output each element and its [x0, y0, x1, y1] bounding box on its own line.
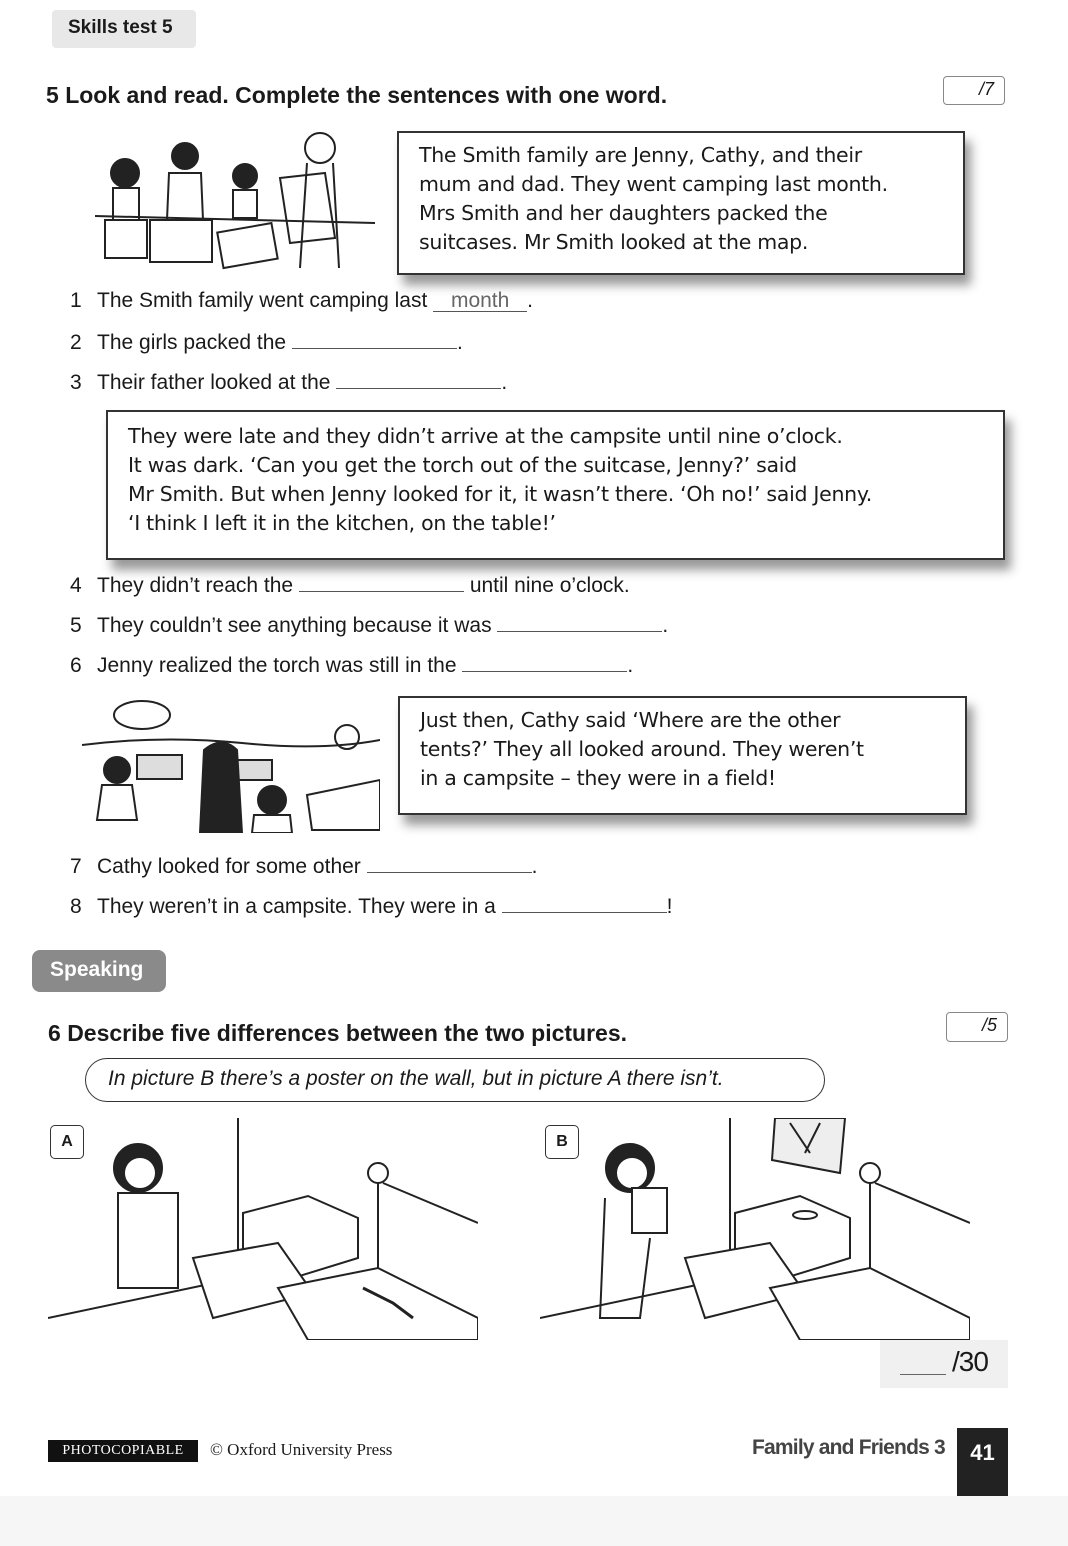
photocopiable-label: PHOTOCOPIABLE	[48, 1440, 198, 1462]
question-item-4	[70, 572, 630, 598]
item-number: 1	[70, 289, 82, 312]
item-text: .	[627, 654, 634, 677]
story-line: Mr Smith. But when Jenny looked for it, it wasn’t there. ‘Oh no!’ said Jenny.	[128, 482, 872, 506]
item-number: 2	[70, 331, 82, 354]
family-packing-illustration	[95, 128, 385, 270]
item-text: The girls packed the	[97, 331, 287, 354]
score-box-section6: /5	[946, 1012, 1008, 1042]
story-line: in a campsite – they were in a field!	[420, 766, 776, 790]
copyright: © Oxford University Press	[210, 1440, 393, 1459]
item-number: 3	[70, 371, 82, 394]
answer-blank[interactable]	[292, 329, 457, 349]
section-number: 5	[46, 82, 59, 108]
story-box-1	[397, 131, 965, 275]
question-item-5	[70, 612, 668, 638]
story-line: ‘I think I left it in the kitchen, on the table!’	[128, 511, 556, 535]
item-text: Jenny realized the torch was still in the	[97, 654, 457, 677]
section-number: 6	[48, 1020, 61, 1046]
item-text: .	[456, 331, 463, 354]
answer-blank[interactable]	[299, 572, 464, 592]
picture-a-label: A	[50, 1125, 84, 1159]
section5-heading	[46, 82, 667, 109]
item-text: .	[501, 371, 508, 394]
question-item-3	[70, 369, 507, 395]
skills-test-tag: Skills test 5	[52, 10, 196, 48]
section6-heading	[48, 1020, 627, 1047]
item-text: They couldn’t see anything because it was	[97, 614, 492, 637]
question-item-7	[70, 853, 538, 879]
question-item-1	[70, 289, 533, 313]
example-speech-bubble: In picture B there’s a poster on the wall, but in picture A there isn’t.	[85, 1058, 825, 1102]
scan-margin	[0, 1496, 1068, 1546]
item-text: .	[662, 614, 669, 637]
section-instruction: Describe five differences between the two pictures.	[67, 1020, 628, 1046]
story-line: Mrs Smith and her daughters packed the	[419, 201, 828, 225]
score-box-section5: /7	[943, 76, 1005, 105]
total-score-box	[880, 1340, 1008, 1388]
story-box-3	[398, 696, 967, 815]
item-text: They didn’t reach the	[97, 574, 294, 597]
story-line: tents?’ They all looked around. They weren’t	[420, 737, 864, 761]
item-number: 8	[70, 895, 82, 918]
question-item-6	[70, 652, 633, 678]
story-line: suitcases. Mr Smith looked at the map.	[419, 230, 809, 254]
book-title: Family and Friends 3	[752, 1436, 945, 1459]
item-text: They weren’t in a campsite. They were in a	[97, 895, 496, 918]
story-line: Just then, Cathy said ‘Where are the other	[420, 708, 841, 732]
item-text: until nine o’clock.	[469, 574, 630, 597]
item-number: 6	[70, 654, 82, 677]
question-item-2	[70, 329, 463, 355]
item-text: !	[666, 895, 673, 918]
item-text: Their father looked at the	[97, 371, 331, 394]
answer-blank[interactable]	[502, 893, 667, 913]
speaking-badge: Speaking	[32, 950, 166, 992]
item-number: 5	[70, 614, 82, 637]
total-score-blank[interactable]	[900, 1374, 946, 1375]
picture-b-label: B	[545, 1125, 579, 1159]
story-line: mum and dad. They went camping last month.	[419, 172, 888, 196]
page-number: 41	[957, 1428, 1008, 1496]
answer-blank[interactable]	[497, 612, 662, 632]
story-line: The Smith family are Jenny, Cathy, and their	[419, 143, 862, 167]
story-box-2	[106, 410, 1005, 560]
total-score: /30	[952, 1346, 988, 1377]
answer-blank[interactable]	[336, 369, 501, 389]
story-line: They were late and they didn’t arrive at the campsite until nine o’clock.	[128, 424, 843, 448]
item-text: .	[531, 855, 538, 878]
item-number: 4	[70, 574, 82, 597]
question-item-8	[70, 893, 672, 919]
story-line: It was dark. ‘Can you get the torch out of the suitcase, Jenny?’ said	[128, 453, 797, 477]
section-instruction: Look and read. Complete the sentences with one word.	[65, 82, 668, 108]
answer-blank[interactable]	[462, 652, 627, 672]
item-text: Cathy looked for some other	[97, 855, 361, 878]
picture-b-bedroom	[540, 1118, 970, 1340]
field-illustration	[82, 695, 380, 833]
answer-blank[interactable]: month	[433, 292, 527, 312]
item-text: .	[527, 289, 533, 312]
item-number: 7	[70, 855, 82, 878]
picture-a-bedroom	[48, 1118, 478, 1340]
answer-blank[interactable]	[367, 853, 532, 873]
item-text: The Smith family went camping last	[97, 289, 428, 312]
